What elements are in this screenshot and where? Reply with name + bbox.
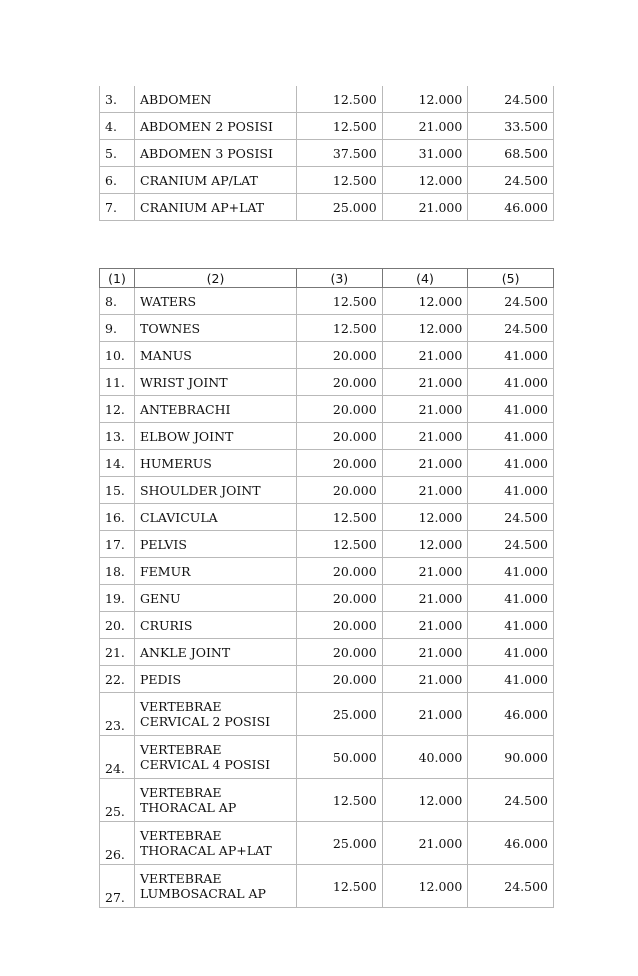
exam-name: VERTEBRAE LUMBOSACRAL AP bbox=[135, 865, 297, 908]
value-col-3: 20.000 bbox=[297, 558, 383, 585]
value-col-5: 24.500 bbox=[468, 315, 554, 342]
value-col-5: 24.500 bbox=[468, 86, 554, 113]
row-number: 18. bbox=[100, 558, 135, 585]
exam-name: TOWNES bbox=[135, 315, 297, 342]
exam-name: CRURIS bbox=[135, 612, 297, 639]
value-col-4: 21.000 bbox=[382, 342, 468, 369]
row-number: 27. bbox=[100, 865, 135, 908]
exam-name: WATERS bbox=[135, 288, 297, 315]
column-header-2: (2) bbox=[135, 269, 297, 288]
table-row bbox=[100, 736, 554, 779]
table-row bbox=[100, 167, 554, 194]
column-header-1: (1) bbox=[100, 269, 135, 288]
exam-name: CRANIUM AP/LAT bbox=[135, 167, 297, 194]
table-body bbox=[100, 86, 554, 221]
table-row bbox=[100, 531, 554, 558]
value-col-3: 50.000 bbox=[297, 736, 383, 779]
row-number: 5. bbox=[100, 140, 135, 167]
row-number: 21. bbox=[100, 639, 135, 666]
row-number: 20. bbox=[100, 612, 135, 639]
table-row bbox=[100, 113, 554, 140]
row-number: 16. bbox=[100, 504, 135, 531]
value-col-4: 21.000 bbox=[382, 477, 468, 504]
value-col-3: 20.000 bbox=[297, 369, 383, 396]
table-row bbox=[100, 865, 554, 908]
value-col-5: 41.000 bbox=[468, 612, 554, 639]
exam-name: ELBOW JOINT bbox=[135, 423, 297, 450]
value-col-5: 24.500 bbox=[468, 779, 554, 822]
exam-name: PELVIS bbox=[135, 531, 297, 558]
row-number: 10. bbox=[100, 342, 135, 369]
table-row bbox=[100, 779, 554, 822]
row-number: 12. bbox=[100, 396, 135, 423]
value-col-5: 24.500 bbox=[468, 531, 554, 558]
value-col-3: 12.500 bbox=[297, 531, 383, 558]
value-col-3: 25.000 bbox=[297, 822, 383, 865]
row-number: 15. bbox=[100, 477, 135, 504]
value-col-4: 21.000 bbox=[382, 450, 468, 477]
value-col-4: 12.000 bbox=[382, 779, 468, 822]
exam-name: ABDOMEN bbox=[135, 86, 297, 113]
value-col-4: 12.000 bbox=[382, 288, 468, 315]
value-col-5: 41.000 bbox=[468, 666, 554, 693]
table-row bbox=[100, 558, 554, 585]
value-col-4: 21.000 bbox=[382, 113, 468, 140]
value-col-4: 40.000 bbox=[382, 736, 468, 779]
value-col-3: 37.500 bbox=[297, 140, 383, 167]
row-number: 3. bbox=[100, 86, 135, 113]
value-col-3: 12.500 bbox=[297, 865, 383, 908]
value-col-3: 12.500 bbox=[297, 167, 383, 194]
table-row bbox=[100, 585, 554, 612]
value-col-4: 21.000 bbox=[382, 612, 468, 639]
exam-name: SHOULDER JOINT bbox=[135, 477, 297, 504]
exam-name: MANUS bbox=[135, 342, 297, 369]
table-row bbox=[100, 194, 554, 221]
value-col-5: 46.000 bbox=[468, 822, 554, 865]
value-col-3: 20.000 bbox=[297, 585, 383, 612]
value-col-3: 12.500 bbox=[297, 86, 383, 113]
value-col-5: 24.500 bbox=[468, 167, 554, 194]
row-number: 23. bbox=[100, 693, 135, 736]
value-col-5: 41.000 bbox=[468, 477, 554, 504]
row-number: 17. bbox=[100, 531, 135, 558]
value-col-3: 20.000 bbox=[297, 477, 383, 504]
value-col-4: 21.000 bbox=[382, 396, 468, 423]
value-col-5: 41.000 bbox=[468, 396, 554, 423]
value-col-5: 68.500 bbox=[468, 140, 554, 167]
tariff-table bbox=[99, 268, 554, 908]
value-col-4: 21.000 bbox=[382, 369, 468, 396]
tariff-table-continued bbox=[99, 86, 554, 221]
value-col-4: 12.000 bbox=[382, 504, 468, 531]
value-col-3: 20.000 bbox=[297, 423, 383, 450]
exam-name: FEMUR bbox=[135, 558, 297, 585]
table-row bbox=[100, 666, 554, 693]
value-col-4: 21.000 bbox=[382, 558, 468, 585]
row-number: 25. bbox=[100, 779, 135, 822]
value-col-3: 20.000 bbox=[297, 639, 383, 666]
value-col-3: 12.500 bbox=[297, 779, 383, 822]
value-col-4: 21.000 bbox=[382, 585, 468, 612]
table-row bbox=[100, 140, 554, 167]
value-col-5: 41.000 bbox=[468, 423, 554, 450]
value-col-3: 12.500 bbox=[297, 288, 383, 315]
header-row bbox=[100, 269, 554, 288]
table-row bbox=[100, 342, 554, 369]
row-number: 11. bbox=[100, 369, 135, 396]
row-number: 22. bbox=[100, 666, 135, 693]
value-col-3: 20.000 bbox=[297, 396, 383, 423]
row-number: 14. bbox=[100, 450, 135, 477]
column-header-5: (5) bbox=[468, 269, 554, 288]
value-col-5: 41.000 bbox=[468, 369, 554, 396]
exam-name: VERTEBRAE CERVICAL 2 POSISI bbox=[135, 693, 297, 736]
exam-name: CLAVICULA bbox=[135, 504, 297, 531]
value-col-4: 12.000 bbox=[382, 86, 468, 113]
table-row bbox=[100, 822, 554, 865]
row-number: 4. bbox=[100, 113, 135, 140]
value-col-3: 20.000 bbox=[297, 450, 383, 477]
value-col-5: 33.500 bbox=[468, 113, 554, 140]
exam-name: PEDIS bbox=[135, 666, 297, 693]
row-number: 7. bbox=[100, 194, 135, 221]
exam-name: VERTEBRAE THORACAL AP bbox=[135, 779, 297, 822]
value-col-4: 21.000 bbox=[382, 693, 468, 736]
column-header-3: (3) bbox=[297, 269, 383, 288]
exam-name: VERTEBRAE CERVICAL 4 POSISI bbox=[135, 736, 297, 779]
value-col-5: 41.000 bbox=[468, 639, 554, 666]
value-col-4: 21.000 bbox=[382, 666, 468, 693]
table-row bbox=[100, 693, 554, 736]
value-col-4: 12.000 bbox=[382, 865, 468, 908]
exam-name: GENU bbox=[135, 585, 297, 612]
value-col-5: 24.500 bbox=[468, 865, 554, 908]
value-col-3: 12.500 bbox=[297, 504, 383, 531]
value-col-5: 46.000 bbox=[468, 693, 554, 736]
table-row bbox=[100, 450, 554, 477]
value-col-5: 41.000 bbox=[468, 558, 554, 585]
row-number: 26. bbox=[100, 822, 135, 865]
exam-name: WRIST JOINT bbox=[135, 369, 297, 396]
value-col-4: 31.000 bbox=[382, 140, 468, 167]
value-col-5: 41.000 bbox=[468, 450, 554, 477]
value-col-4: 21.000 bbox=[382, 639, 468, 666]
table-row bbox=[100, 315, 554, 342]
table-row bbox=[100, 612, 554, 639]
exam-name: ABDOMEN 2 POSISI bbox=[135, 113, 297, 140]
table-row bbox=[100, 369, 554, 396]
value-col-5: 46.000 bbox=[468, 194, 554, 221]
value-col-3: 25.000 bbox=[297, 194, 383, 221]
value-col-4: 21.000 bbox=[382, 423, 468, 450]
value-col-4: 12.000 bbox=[382, 531, 468, 558]
column-header-4: (4) bbox=[382, 269, 468, 288]
exam-name: ANKLE JOINT bbox=[135, 639, 297, 666]
exam-name: CRANIUM AP+LAT bbox=[135, 194, 297, 221]
value-col-4: 21.000 bbox=[382, 822, 468, 865]
value-col-3: 12.500 bbox=[297, 315, 383, 342]
table-row bbox=[100, 86, 554, 113]
value-col-4: 12.000 bbox=[382, 167, 468, 194]
value-col-3: 20.000 bbox=[297, 666, 383, 693]
exam-name: ABDOMEN 3 POSISI bbox=[135, 140, 297, 167]
value-col-5: 41.000 bbox=[468, 585, 554, 612]
value-col-5: 90.000 bbox=[468, 736, 554, 779]
value-col-5: 41.000 bbox=[468, 342, 554, 369]
row-number: 19. bbox=[100, 585, 135, 612]
value-col-4: 21.000 bbox=[382, 194, 468, 221]
value-col-3: 20.000 bbox=[297, 342, 383, 369]
row-number: 13. bbox=[100, 423, 135, 450]
exam-name: ANTEBRACHI bbox=[135, 396, 297, 423]
value-col-5: 24.500 bbox=[468, 288, 554, 315]
table-row bbox=[100, 396, 554, 423]
exam-name: VERTEBRAE THORACAL AP+LAT bbox=[135, 822, 297, 865]
row-number: 24. bbox=[100, 736, 135, 779]
table-body bbox=[100, 269, 554, 908]
row-number: 6. bbox=[100, 167, 135, 194]
value-col-4: 12.000 bbox=[382, 315, 468, 342]
value-col-5: 24.500 bbox=[468, 504, 554, 531]
table-row bbox=[100, 423, 554, 450]
value-col-3: 12.500 bbox=[297, 113, 383, 140]
table-row bbox=[100, 477, 554, 504]
value-col-3: 25.000 bbox=[297, 693, 383, 736]
exam-name: HUMERUS bbox=[135, 450, 297, 477]
value-col-3: 20.000 bbox=[297, 612, 383, 639]
table-row bbox=[100, 288, 554, 315]
row-number: 9. bbox=[100, 315, 135, 342]
row-number: 8. bbox=[100, 288, 135, 315]
table-row bbox=[100, 504, 554, 531]
table-row bbox=[100, 639, 554, 666]
